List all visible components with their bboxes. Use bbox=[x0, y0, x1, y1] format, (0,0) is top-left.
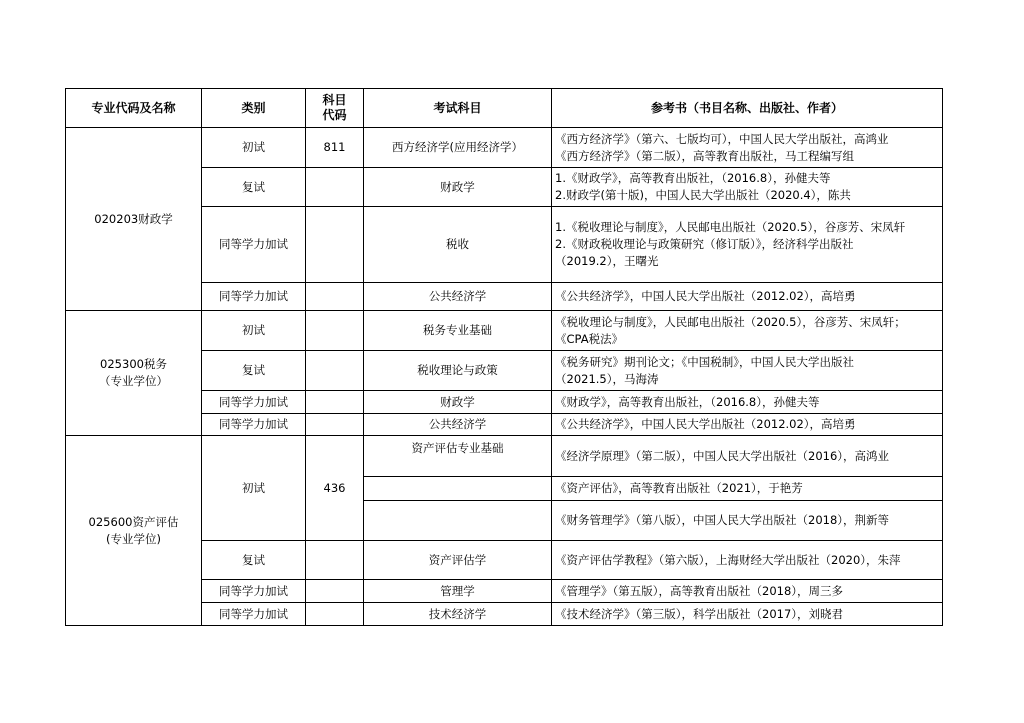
code-cell bbox=[306, 541, 364, 580]
book-line: 《税务研究》期刊论文；《中国税制》，中国人民大学出版社 bbox=[555, 354, 854, 369]
major-cell: 020203财政学 bbox=[66, 128, 202, 311]
code-cell bbox=[306, 391, 364, 414]
category-cell: 同等学力加试 bbox=[202, 283, 306, 311]
subject-cell bbox=[364, 501, 552, 541]
header-major: 专业代码及名称 bbox=[66, 89, 202, 128]
major-degree: （专业学位） bbox=[99, 374, 168, 388]
books-cell bbox=[552, 351, 943, 391]
header-subject: 考试科目 bbox=[364, 89, 552, 128]
books-cell bbox=[552, 477, 943, 501]
header-code bbox=[306, 89, 364, 128]
subject-cell: 管理学 bbox=[364, 580, 552, 603]
major-cell bbox=[66, 311, 202, 436]
book-line: 《管理学》（第五版），高等教育出版社（2018），周三多 bbox=[555, 583, 844, 598]
code-cell bbox=[306, 414, 364, 436]
header-category: 类别 bbox=[202, 89, 306, 128]
code-cell: 436 bbox=[306, 436, 364, 541]
book-line: 《西方经济学》（第六、七版均可），中国人民大学出版社，高鸿业 bbox=[555, 131, 889, 146]
subject-cell: 税收 bbox=[364, 207, 552, 283]
subject-cell: 税务专业基础 bbox=[364, 311, 552, 351]
subject-cell: 税收理论与政策 bbox=[364, 351, 552, 391]
books-cell bbox=[552, 436, 943, 477]
books-cell bbox=[552, 414, 943, 436]
book-line: 2.财政学(第十版)，中国人民大学出版社（2020.4），陈共 bbox=[555, 188, 851, 202]
table-row bbox=[66, 311, 943, 351]
subject-cell: 财政学 bbox=[364, 391, 552, 414]
category-cell: 同等学力加试 bbox=[202, 207, 306, 283]
code-cell bbox=[306, 207, 364, 283]
category-cell: 初试 bbox=[202, 436, 306, 541]
book-line: 《公共经济学》，中国人民大学出版社（2012.02），高培勇 bbox=[555, 417, 856, 431]
book-line: 《财政学》，高等教育出版社，（2016.8），孙健夫等 bbox=[555, 394, 820, 409]
header-code-text: 科目代码 bbox=[322, 93, 347, 122]
book-line: 1.《税收理论与制度》，人民邮电出版社（2020.5），谷彦芳、宋凤轩 bbox=[555, 220, 906, 234]
subject-cell: 资产评估专业基础 bbox=[364, 436, 552, 477]
book-line: 《财务管理学》（第八版），中国人民大学出版社（2018），荆新等 bbox=[555, 513, 890, 527]
books-cell bbox=[552, 501, 943, 541]
category-cell: 复试 bbox=[202, 541, 306, 580]
books-cell bbox=[552, 391, 943, 414]
books-cell bbox=[552, 168, 943, 207]
book-line: 《公共经济学》，中国人民大学出版社（2012.02），高培勇 bbox=[555, 289, 856, 303]
reference-books-table bbox=[65, 88, 943, 626]
book-line: 《西方经济学》（第二版），高等教育出版社，马工程编写组 bbox=[555, 148, 854, 163]
category-cell: 复试 bbox=[202, 351, 306, 391]
category-cell: 同等学力加试 bbox=[202, 580, 306, 603]
books-cell bbox=[552, 311, 943, 351]
code-cell: 811 bbox=[306, 128, 364, 168]
header-books: 参考书（书目名称、出版社、作者） bbox=[552, 89, 943, 128]
category-cell: 同等学力加试 bbox=[202, 414, 306, 436]
book-line: 《资产评估学教程》（第六版），上海财经大学出版社（2020），朱萍 bbox=[555, 552, 901, 567]
book-line: 2.《财政税收理论与政策研究（修订版）》，经济科学出版社 bbox=[555, 237, 854, 251]
category-cell: 初试 bbox=[202, 311, 306, 351]
subject-cell: 技术经济学 bbox=[364, 603, 552, 626]
code-cell bbox=[306, 311, 364, 351]
book-line: （2019.2），王曙光 bbox=[555, 254, 659, 268]
subject-cell: 公共经济学 bbox=[364, 283, 552, 311]
books-cell bbox=[552, 128, 943, 168]
book-line: 《技术经济学》（第三版），科学出版社（2017），刘晓君 bbox=[555, 606, 844, 621]
books-cell bbox=[552, 580, 943, 603]
major-name: 025600资产评估 bbox=[88, 514, 179, 529]
books-cell bbox=[552, 541, 943, 580]
code-cell bbox=[306, 580, 364, 603]
book-line: 《CPA税法》 bbox=[555, 331, 624, 346]
major-degree: (专业学位) bbox=[106, 531, 161, 546]
code-cell bbox=[306, 283, 364, 311]
book-line: 《经济学原理》（第二版），中国人民大学出版社（2016），高鸿业 bbox=[555, 448, 890, 463]
book-line: 《资产评估》，高等教育出版社（2021），于艳芳 bbox=[555, 481, 803, 495]
category-cell: 复试 bbox=[202, 168, 306, 207]
header-row bbox=[66, 89, 943, 128]
book-line: 1.《财政学》，高等教育出版社，（2016.8），孙健夫等 bbox=[555, 171, 831, 185]
book-line: （2021.5），马海涛 bbox=[555, 371, 659, 386]
code-cell bbox=[306, 168, 364, 207]
table-row bbox=[66, 436, 943, 477]
major-name: 025300税务 bbox=[100, 357, 167, 371]
subject-cell: 资产评估学 bbox=[364, 541, 552, 580]
books-cell bbox=[552, 207, 943, 283]
subject-cell: 西方经济学(应用经济学） bbox=[364, 128, 552, 168]
code-cell bbox=[306, 603, 364, 626]
category-cell: 同等学力加试 bbox=[202, 391, 306, 414]
subject-cell: 财政学 bbox=[364, 168, 552, 207]
table-row bbox=[66, 128, 943, 168]
subject-cell bbox=[364, 477, 552, 501]
category-cell: 初试 bbox=[202, 128, 306, 168]
major-cell bbox=[66, 436, 202, 626]
code-cell bbox=[306, 351, 364, 391]
category-cell: 同等学力加试 bbox=[202, 603, 306, 626]
books-cell bbox=[552, 283, 943, 311]
book-line: 《税收理论与制度》，人民邮电出版社（2020.5），谷彦芳、宋凤轩； bbox=[555, 314, 906, 329]
books-cell bbox=[552, 603, 943, 626]
subject-cell: 公共经济学 bbox=[364, 414, 552, 436]
